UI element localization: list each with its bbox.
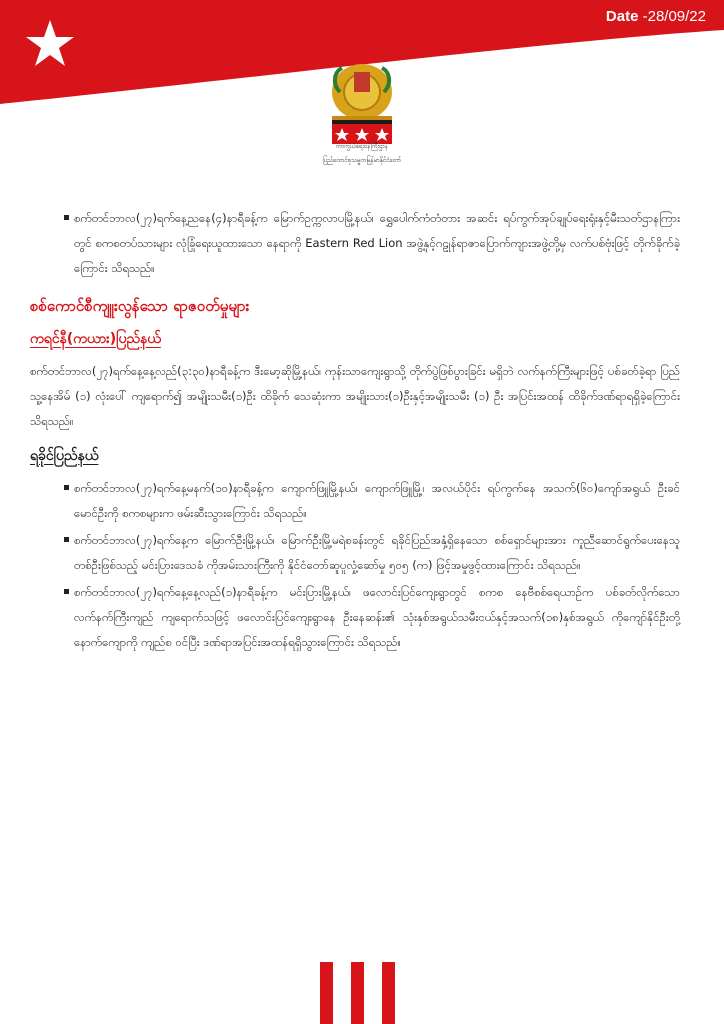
list-item — [30, 528, 680, 578]
red-bars-icon — [320, 962, 396, 1024]
list-item — [30, 206, 680, 281]
emblem-caption-line1: ကာကွယ်ရေးဝန်ကြီးဌာန — [335, 143, 389, 150]
list-item — [30, 580, 680, 655]
intro-list — [30, 206, 680, 281]
emblem-caption-line2: ပြည်ထောင်စုသမ္မတမြန်မာနိုင်ငံတော် — [322, 157, 402, 164]
date-value: -28/09/22 — [642, 8, 706, 25]
list-item-text: စက်တင်ဘာလ(၂၇)ရက်နေ့က မြောက်ဦးမြို့နယ်၊ မြောက်ဦးမြို့မရဲစခန်းတွင် ရခိုင်ပြည်အနှံ့ရှိနေသော စစ်ရှောင်များအား ကူညီဆောင်ရွက်ပေးနေသူတစ်ဦးဖြစ်သည့် မင်းပြားဒေသခံ ကိုအမ်းသားကြီးကို နိုင်ငံတော်ဆူပူလှုံ့ဆော်မှု ၅၀၅ (က) ဖြင့်အမှုဖွင့်ထားကြောင်း သိရသည်။ — [74, 533, 680, 572]
karenni-heading: ကရင်နီ(ကယား)ပြည်နယ် — [30, 331, 161, 347]
rakhine-heading: ရခိုင်ပြည်နယ် — [30, 448, 99, 464]
list-item-text: စက်တင်ဘာလ(၂၇)ရက်နေ့မနက်(၁၀)နာရီခန့်က ကျောက်ဖြူမြို့နယ်၊ ကျောက်ဖြူမြို့၊ အလယ်ပိုင်း ရပ်ကွက်နေ အသက်(၆၀)ကျော်အရွယ် ဦးခင်မောင်ဦးကို စကစများက ဖမ်းဆီးသွားကြောင်း သိရသည်။ — [74, 481, 680, 520]
article-body — [30, 206, 680, 657]
footer-bar — [320, 962, 333, 1024]
footer-bar — [351, 962, 364, 1024]
rakhine-list — [30, 476, 680, 655]
star-icon — [24, 18, 76, 70]
section-heading: စစ်ကောင်စီကျူးလွန်သော ရာဇဝတ်မှုများ — [30, 297, 250, 315]
bullet-icon — [64, 485, 69, 490]
bullet-icon — [64, 589, 69, 594]
list-item-text: စက်တင်ဘာလ(၂၇)ရက်နေ့ညနေ(၄)နာရီခန့်က မြောက်ဥက္ကလာပမြို့နယ်၊ ရွှေပေါက်ကံတံတား အဆင်း ရပ်ကွက်အုပ်ချုပ်ရေးရုံးနှင့်မီးသတ်ဌာနကြားတွင် စကစတပ်သားများ လုံခြုံရေးယူထားသော နေရာကို Eastern Red Lion အဖွဲ့နှင့်ဂဠုန်ရာဇာပြောက်ကျားအဖွဲ့တို့မှ လက်ပစ်ဗုံးဖြင့် တိုက်ခိုက်ခဲ့ကြောင်း သိရသည်။ — [74, 211, 680, 275]
bullet-icon — [64, 537, 69, 542]
karenni-paragraph: စက်တင်ဘာလ(၂၇)ရက်နေ့နေ့လည်(၃:၃၀)နာရီခန့်က ဒီးမော့ဆိုမြို့နယ်၊ ကုန်းသာကျေးရွာသို့ တိုက်ပွဲဖြစ်ပွားခြင်း မရှိဘဲ လက်နက်ကြီးများဖြင့် ပစ်ခတ်ခဲ့ရာ ပြည်သူ့နေအိမ် (၁) လုံးပေါ် ကျရောက်၍ အမျိုးသမီး(၁)ဦး ထိခိုက် သေဆုံးကာ အမျိုးသား(၁)ဦးနှင့်အမျိုးသမီး (၁) ဦး အပြင်းအထန် ထိခိုက်ဒဏ်ရာရရှိခဲ့ကြောင်း သိရသည်။ — [30, 364, 680, 428]
bullet-icon — [64, 215, 69, 220]
date-label — [606, 8, 706, 25]
footer-bar — [382, 962, 395, 1024]
list-item-text: စက်တင်ဘာလ(၂၇)ရက်နေ့နေ့လည်(၁)နာရီခန့်က မင်းပြားမြို့နယ်၊ ဖလောင်းပြင်ကျေးရွာတွင် စကစ နေဗီစစ်ရေယာဉ်က ပစ်ခတ်လိုက်သော လက်နက်ကြီးကျည် ကျရောက်သဖြင့် ဖလောင်းပြင်ကျေးရွာနေ ဦးနေဆန်း၏ သုံးနှစ်အရွယ်သမီးငယ်နှင့်အသက်(၁၈)နှစ်အရွယ် ကိုကျော်နိုင်ဦးတို့ နောက်ကျောကို ကျည်စ ဝင်ပြီး ဒဏ်ရာအပြင်းအထန်ရရှိသွားကြောင်း သိရသည်။ — [74, 585, 680, 649]
list-item — [30, 476, 680, 526]
date-title: Date — [605, 8, 639, 25]
